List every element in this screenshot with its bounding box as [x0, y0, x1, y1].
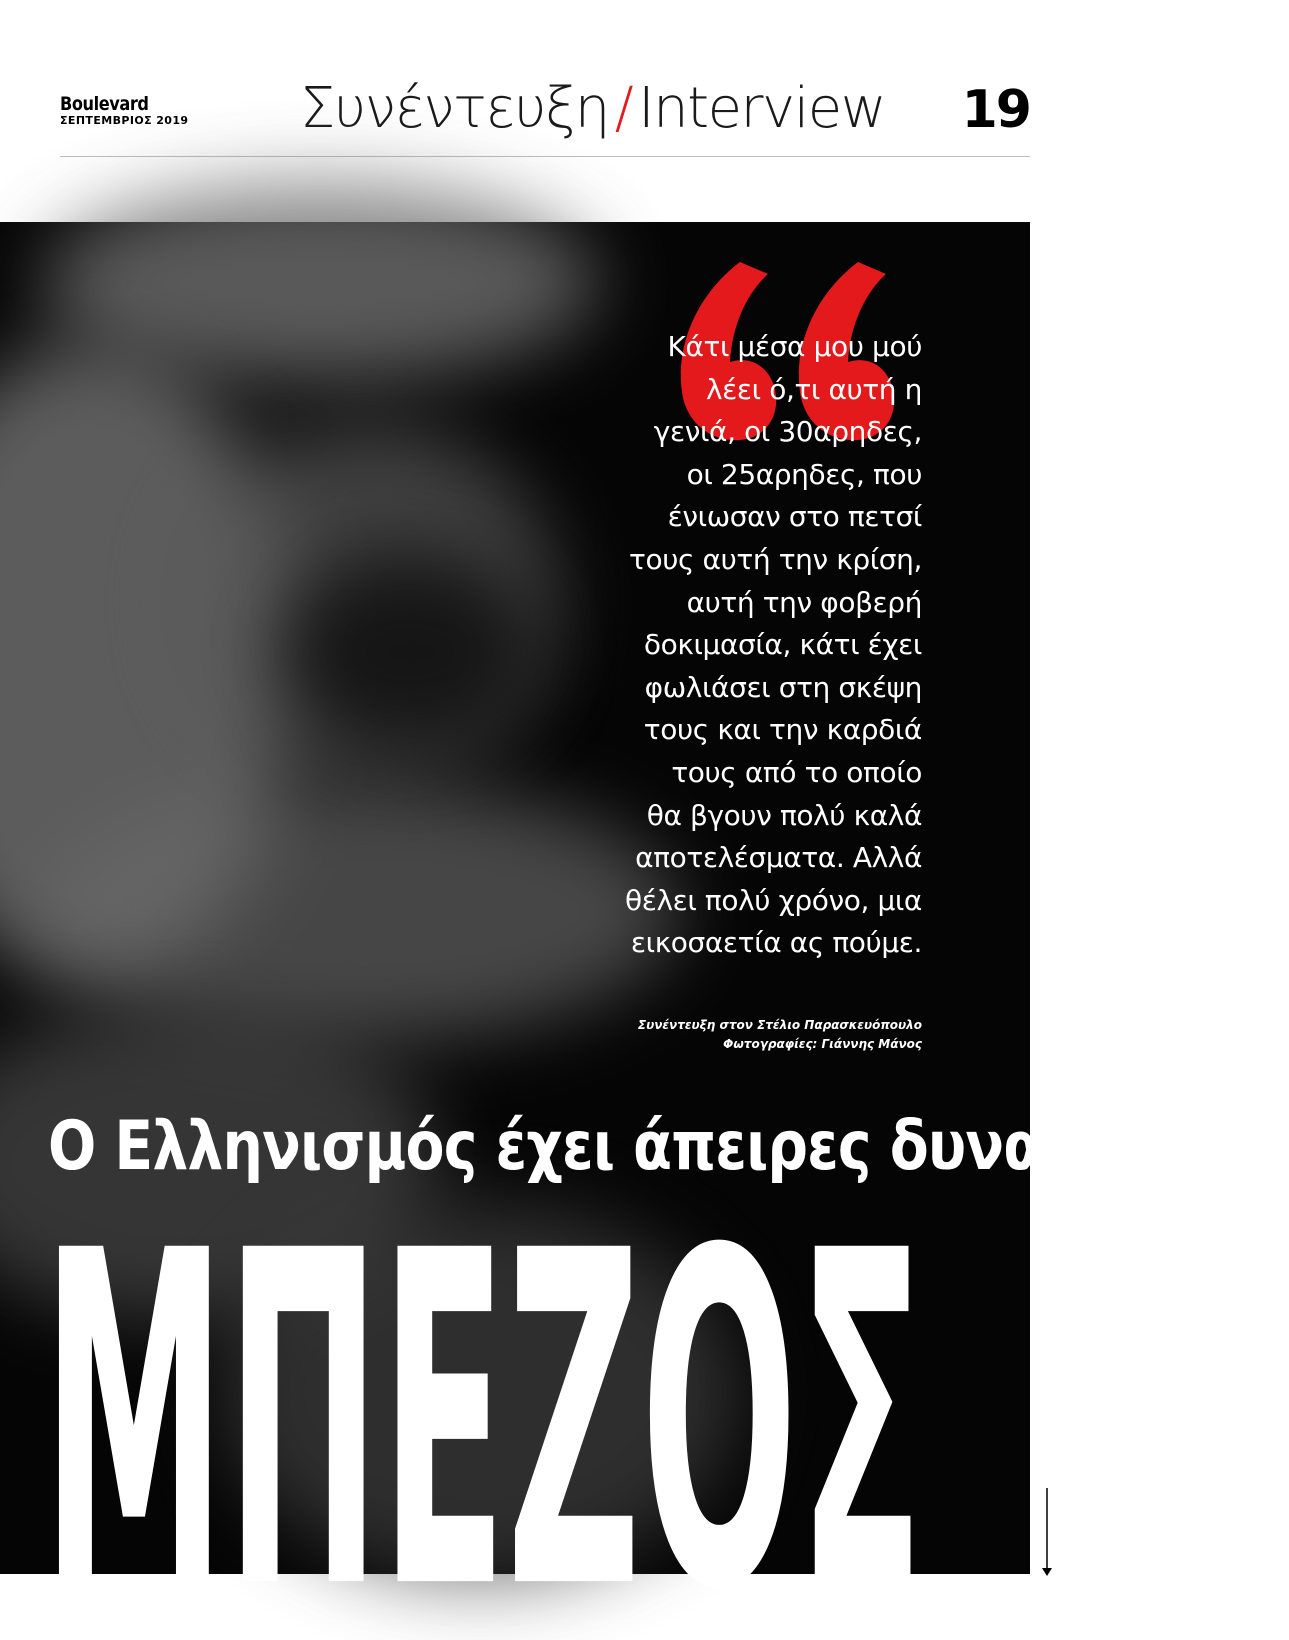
- quote-line: λέει ό,τι αυτή η: [706, 372, 922, 406]
- section-separator: /: [614, 76, 633, 141]
- quote-line: θέλει πολύ χρόνο, μια: [624, 883, 922, 917]
- article-headline: Ο Ελληνισμός έχει άπειρες δυνατότητες: [48, 1107, 1289, 1186]
- quote-line: Κάτι μέσα μου μού: [667, 330, 922, 363]
- cover-photo: [0, 222, 1289, 1640]
- page-header: [60, 70, 1030, 157]
- scroll-down-icon[interactable]: [1040, 1488, 1054, 1578]
- section-title-english: Interview: [638, 76, 886, 141]
- quote-line: δοκιμασία, κάτι έχει: [643, 628, 922, 662]
- magazine-brand: [60, 94, 220, 127]
- quote-line: οι 25αρηδες, που: [686, 457, 922, 491]
- quote-line: τους αυτή την κρίση,: [629, 542, 922, 576]
- quote-line: αυτή την φοβερή: [686, 585, 922, 619]
- issue-date: ΣΕΠΤΕΜΒΡΙΟΣ 2019: [60, 114, 189, 127]
- photographer-credit: Φωτογραφίες: Γιάννης Μάνος: [723, 1037, 922, 1051]
- quote-line: εικοσαετία ας πούμε.: [630, 926, 922, 960]
- subject-name: [0, 222, 1289, 1640]
- interviewer-credit: Συνέντευξη στον Στέλιο Παρασκευόπουλο: [637, 1018, 922, 1032]
- quote-line: τους και την καρδιά: [643, 713, 922, 747]
- quote-line: ένιωσαν στο πετσί: [667, 500, 922, 534]
- quote-line: θα βγουν πολύ καλά: [646, 798, 922, 832]
- brand-name: Boulevard: [60, 93, 149, 115]
- quote-line: φωλιάσει στη σκέψη: [644, 670, 922, 704]
- section-title: [300, 76, 886, 142]
- quote-line: γενιά, οι 30αρηδες,: [653, 415, 922, 449]
- subject-name-text: ΜΠΕΖΟΣ: [42, 1154, 924, 1640]
- quote-line: τους από το οποίο: [671, 755, 922, 789]
- page-number: 19: [961, 80, 1030, 140]
- section-title-greek: Συνέντευξη: [300, 76, 609, 141]
- quote-line: αποτελέσματα. Αλλά: [635, 841, 922, 875]
